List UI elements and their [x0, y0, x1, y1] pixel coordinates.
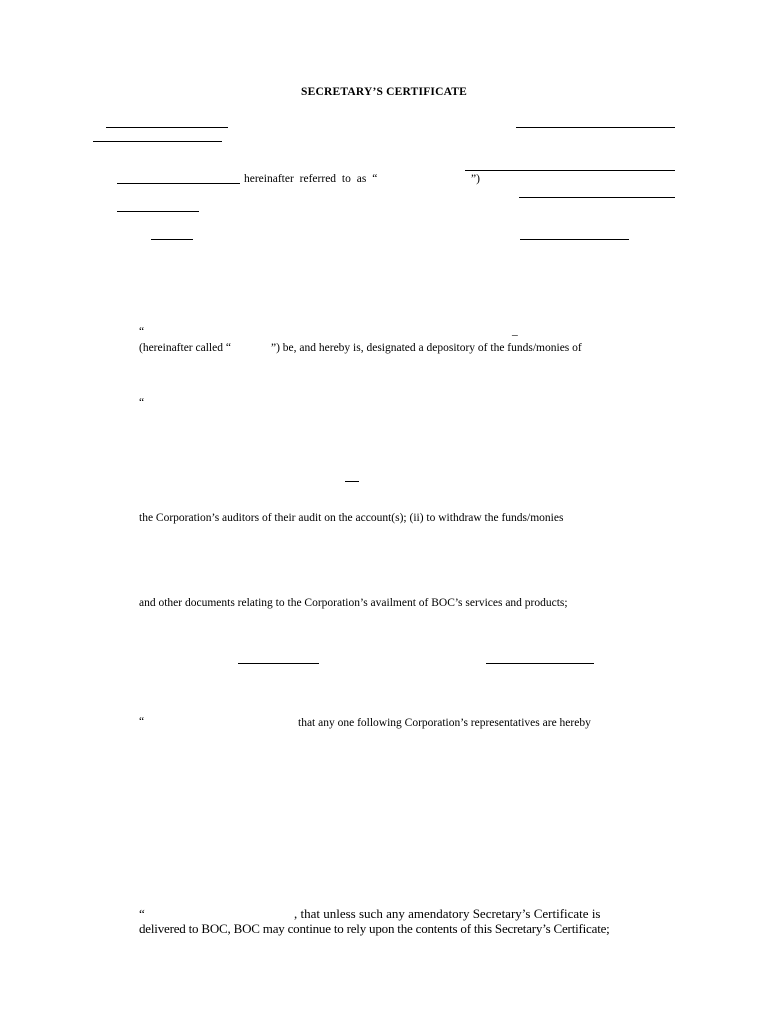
blank-line-header-left-2: [93, 141, 222, 142]
blank-line-right-2: [465, 170, 675, 171]
text-representatives: that any one following Corporation’s representatives are hereby: [298, 717, 591, 729]
document-title: SECRETARY’S CERTIFICATE: [301, 86, 467, 98]
text-hereinafter-referred: hereinafter referred to as “: [244, 173, 378, 185]
text-hereinafter-called-a: (hereinafter called “: [139, 342, 231, 354]
text-underscore: _: [512, 325, 518, 337]
text-other-documents: and other documents relating to the Corporation’s availment of BOC’s services and products;: [139, 597, 568, 609]
blank-line-left-4: [117, 211, 199, 212]
text-open-quote-1: “: [139, 326, 145, 338]
text-corporation-auditors: the Corporation’s auditors of their audit on the account(s); (ii) to withdraw the funds/monies: [139, 512, 564, 524]
blank-line-header-right-1: [516, 127, 675, 128]
text-open-quote-2: “: [139, 397, 145, 409]
blank-line-header-left-1: [106, 127, 228, 128]
blank-line-party-name: [117, 183, 240, 184]
blank-line-right-5: [520, 239, 629, 240]
blank-line-mid-left: [238, 663, 319, 664]
text-close-quote-1: ”): [471, 173, 480, 185]
text-open-quote-3: “: [139, 716, 145, 728]
blank-line-left-5: [151, 239, 193, 240]
blank-line-right-3: [519, 197, 675, 198]
text-delivered-to-boc: delivered to BOC, BOC may continue to rely upon the contents of this Secretary’s Certificate;: [139, 921, 610, 936]
text-unless-such: , that unless such any amendatory Secretary’s Certificate is: [294, 906, 601, 921]
blank-line-short: [345, 481, 359, 482]
text-hereinafter-called-b: ”) be, and hereby is, designated a depository of the funds/monies of: [271, 342, 582, 354]
blank-line-mid-right: [486, 663, 594, 664]
text-open-quote-4: “: [139, 906, 145, 921]
